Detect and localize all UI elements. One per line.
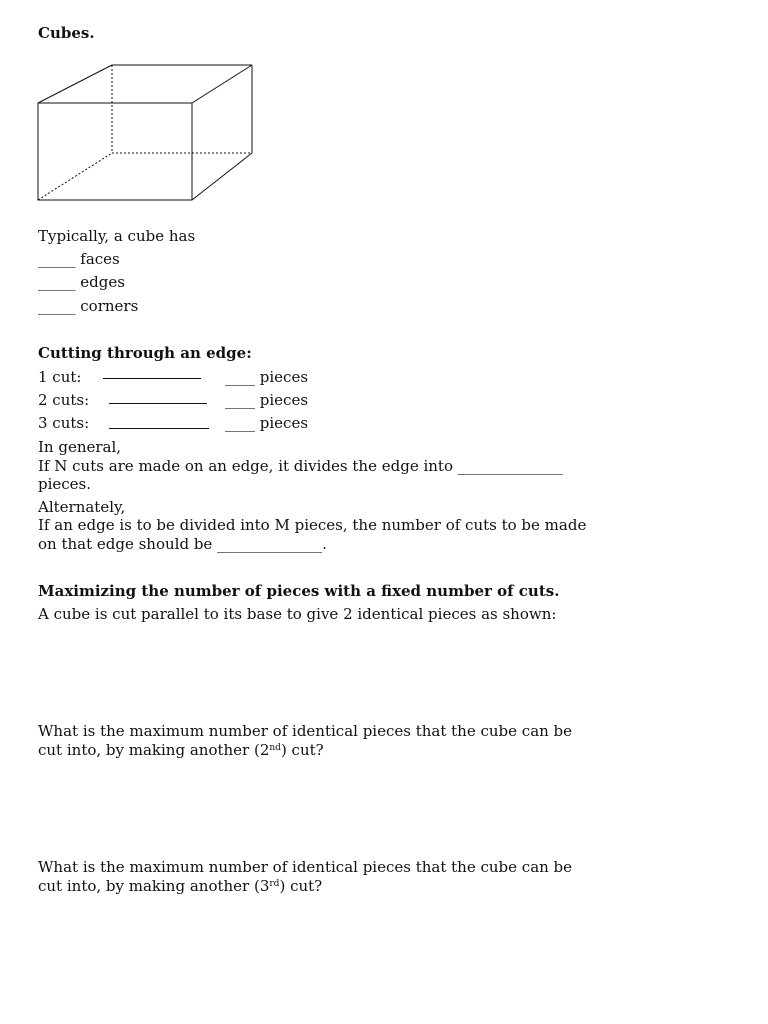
cut-row-3-blank[interactable]: ____ bbox=[225, 414, 255, 432]
general-label: In general, bbox=[38, 438, 122, 456]
question-2-line1: What is the maximum number of identical pieces that the cube can be bbox=[38, 722, 573, 740]
cut-row-2-blank[interactable]: ____ bbox=[225, 391, 255, 409]
cut-row-1-line bbox=[103, 378, 201, 379]
faces-label: faces bbox=[80, 250, 120, 268]
question-3-line1: What is the maximum number of identical pieces that the cube can be bbox=[38, 858, 573, 876]
alt-text-line1: If an edge is to be divided into M pieces, the number of cuts to be made bbox=[38, 516, 587, 534]
question-2-line2-end: ) cut? bbox=[280, 741, 324, 759]
question-2-line2 bbox=[38, 741, 324, 759]
edge-section-heading: Cutting through an edge: bbox=[38, 344, 252, 362]
cut-row-1-label: 1 cut: bbox=[38, 368, 82, 386]
page-title: Cubes. bbox=[38, 24, 95, 42]
cut-row-3-label: 3 cuts: bbox=[38, 414, 90, 432]
question-3-line2-end: ) cut? bbox=[279, 877, 323, 895]
cube-hidden-left-edge bbox=[38, 153, 112, 200]
alternately-label: Alternately, bbox=[38, 498, 126, 516]
max-section-statement: A cube is cut parallel to its base to give 2 identical pieces as shown: bbox=[38, 605, 557, 623]
edges-blank[interactable]: _____ bbox=[38, 273, 76, 291]
corners-label: corners bbox=[80, 297, 139, 315]
rule-text-line2: pieces. bbox=[38, 475, 92, 493]
cube-top-left-edge bbox=[38, 65, 112, 103]
cut-row-1-blank[interactable]: ____ bbox=[225, 368, 255, 386]
cut-row-2-unit: pieces bbox=[259, 391, 309, 409]
cut-row-2-answer bbox=[225, 391, 308, 409]
cut-row-3-answer bbox=[225, 414, 308, 432]
edges-label: edges bbox=[80, 273, 125, 291]
corners-item bbox=[38, 297, 138, 315]
cut-row-3-unit: pieces bbox=[259, 414, 309, 432]
question-3-line2 bbox=[38, 877, 322, 895]
faces-blank[interactable]: _____ bbox=[38, 250, 76, 268]
faces-item bbox=[38, 250, 120, 268]
cube-diagram bbox=[30, 58, 262, 208]
question-3-ordinal: rd bbox=[269, 879, 280, 889]
question-2-ordinal: nd bbox=[269, 743, 281, 753]
cut-row-3-line bbox=[109, 428, 209, 429]
cube-top-right-edge bbox=[192, 65, 252, 103]
intro-lead: Typically, a cube has bbox=[38, 227, 196, 245]
cut-row-1-unit: pieces bbox=[259, 368, 309, 386]
cut-row-2-label: 2 cuts: bbox=[38, 391, 90, 409]
edges-item bbox=[38, 273, 125, 291]
alt-text-line2: on that edge should be ______________. bbox=[38, 535, 327, 553]
cube-front-face bbox=[38, 103, 192, 200]
question-3-line2-start: cut into, by making another (3 bbox=[38, 877, 270, 895]
cut-row-1-answer bbox=[225, 368, 308, 386]
cut-row-2-line bbox=[109, 403, 207, 404]
cube-bottom-right-edge bbox=[192, 153, 252, 200]
max-section-heading: Maximizing the number of pieces with a fixed number of cuts. bbox=[38, 582, 560, 600]
rule-text-line1: If N cuts are made on an edge, it divides the edge into ______________ bbox=[38, 457, 563, 475]
corners-blank[interactable]: _____ bbox=[38, 297, 76, 315]
question-2-line2-start: cut into, by making another (2 bbox=[38, 741, 270, 759]
